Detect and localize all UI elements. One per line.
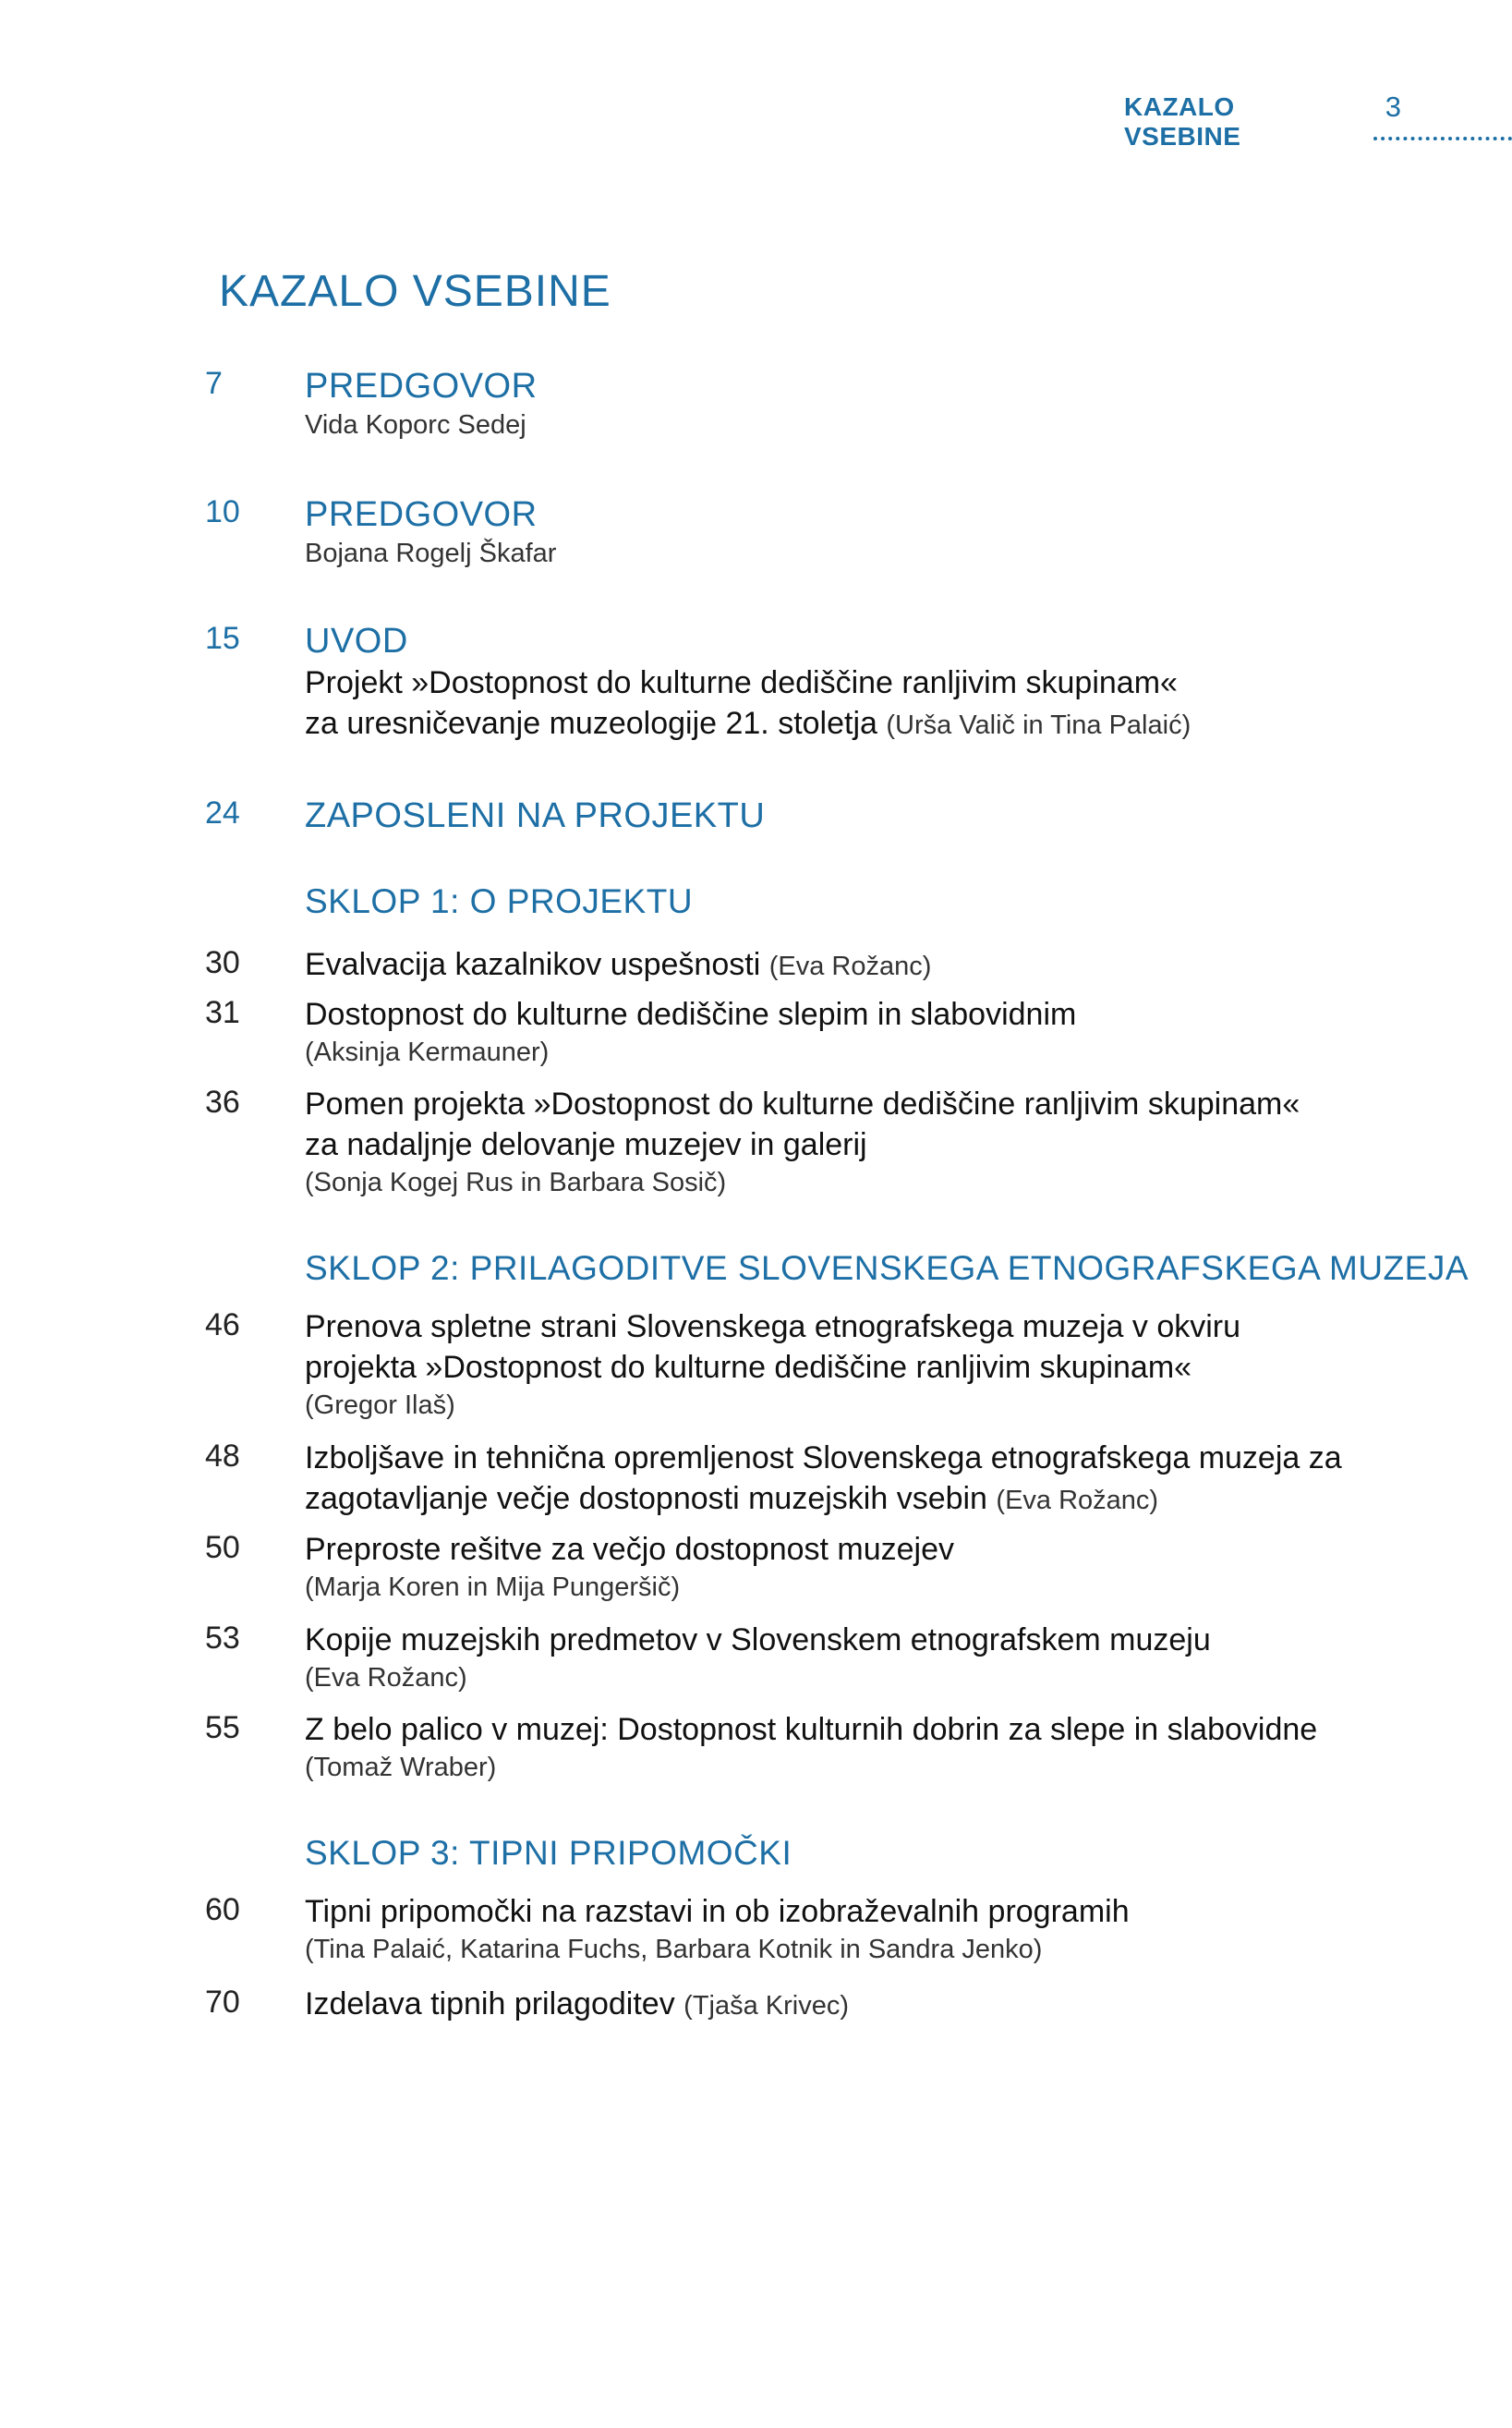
toc-title-line: Pomen projekta »Dostopnost do kulturne dediščine ranljivim skupinam« [305,1087,1300,1122]
toc-heading: UVOD [305,622,408,661]
toc-title-line: Izboljšave in tehnična opremljenost Slovenskega etnografskega muzeja za [305,1440,1342,1475]
toc-author: Bojana Rogelj Škafar [305,539,557,568]
toc-title-line: Tipni pripomočki na razstavi in ob izobraževalnih programih [305,1894,1130,1929]
section-heading-1: SKLOP 1: O PROJEKTU [305,882,694,920]
toc-author: (Eva Rožanc) [996,1486,1159,1515]
toc-page-number: 70 [205,1985,240,2020]
toc-author: (Urša Valič in Tina Palaić) [886,710,1191,740]
section-heading-3: SKLOP 3: TIPNI PRIPOMOČKI [305,1834,792,1872]
toc-title-line: Evalvacija kazalnikov uspešnosti [305,947,761,982]
toc-title-line: za nadaljnje delovanje muzejev in galerij [305,1127,867,1162]
toc-title-line: Izdelava tipnih prilagoditev [305,1986,675,2021]
toc-page-number: 30 [205,945,240,980]
toc-page-number: 55 [205,1710,240,1745]
toc-page-number: 60 [205,1892,240,1927]
toc-page-number: 53 [205,1621,240,1656]
toc-heading: ZAPOSLENI NA PROJEKTU [305,796,766,835]
running-header [1124,91,1512,151]
toc-author: (Tjaša Krivec) [683,1991,850,2021]
toc-heading: PREDGOVOR [305,495,538,534]
toc-title-line: Z belo palico v muzej: Dostopnost kulturnih dobrin za slepe in slabovidne [305,1712,1318,1747]
toc-title-line: zagotavljanje večje dostopnosti muzejskih vsebin [305,1481,987,1516]
toc-author: (Marja Koren in Mija Pungeršič) [305,1572,681,1602]
toc-page-number: 50 [205,1530,240,1565]
toc-author: Vida Koporc Sedej [305,410,526,440]
page-title: KAZALO VSEBINE [219,267,611,316]
section-heading-2: SKLOP 2: PRILAGODITVE SLOVENSKEGA ETNOGRAFSKEGA MUZEJA [305,1249,1470,1287]
toc-title-line: projekta »Dostopnost do kulturne dediščine ranljivim skupinam« [305,1350,1192,1385]
toc-title-line: Preproste rešitve za večjo dostopnost muzejev [305,1532,955,1567]
page-number: 3 [1385,91,1401,123]
toc-page-number: 24 [205,795,240,831]
toc-author: (Eva Rožanc) [305,1663,467,1693]
toc-page-number: 46 [205,1307,240,1342]
toc-page-number: 48 [205,1439,240,1474]
toc-page-number: 10 [205,494,240,529]
toc-page-number: 36 [205,1085,240,1120]
toc-title-line: Dostopnost do kulturne dediščine slepim in slabovidnim [305,997,1077,1032]
running-title: KAZALO VSEBINE [1124,92,1241,151]
toc-title-line: za uresničevanje muzeologije 21. stoletja [305,706,877,741]
toc-author: (Sonja Kogej Rus in Barbara Sosič) [305,1168,727,1197]
toc-title-line: Projekt »Dostopnost do kulturne dediščine ranljivim skupinam« [305,665,1178,700]
toc-title-line: Prenova spletne strani Slovenskega etnografskega muzeja v okviru [305,1309,1241,1344]
toc-author: (Gregor Ilaš) [305,1390,455,1420]
toc-author: (Tomaž Wraber) [305,1753,497,1782]
toc-heading: PREDGOVOR [305,367,538,406]
toc-title-line: Kopije muzejskih predmetov v Slovenskem etnografskem muzeju [305,1622,1211,1657]
toc-page-number: 15 [205,621,240,656]
dotted-rule [1373,133,1512,140]
toc-author: (Eva Rožanc) [768,952,932,981]
toc-author: (Tina Palaić, Katarina Fuchs, Barbara Kotnik in Sandra Jenko) [305,1935,1043,1964]
toc-page-number: 31 [205,995,240,1030]
toc-author: (Aksinja Kermauner) [305,1038,550,1067]
toc-page-number: 7 [205,366,223,401]
